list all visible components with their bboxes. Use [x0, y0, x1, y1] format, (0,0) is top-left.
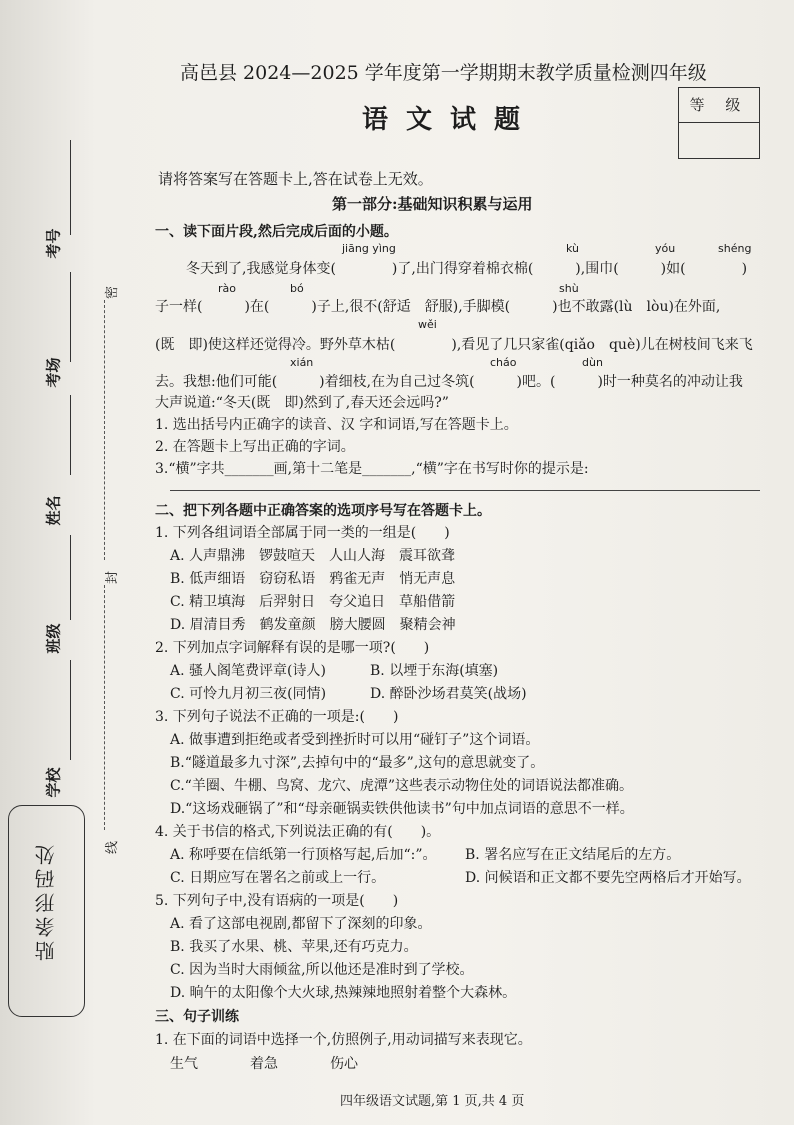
option: B. 我买了水果、桃、苹果,还有巧克力。 — [170, 939, 418, 955]
option: C. 可怜九月初三夜(同情) — [170, 686, 327, 702]
word-choice: 生气 — [170, 1056, 198, 1072]
pinyin: jiāng yìng — [342, 242, 396, 255]
option: C.“羊圈、牛棚、鸟窝、龙穴、虎潭”这些表示动物住处的词语说法都准确。 — [170, 778, 633, 794]
word-choice: 着急 — [250, 1056, 278, 1072]
seal-mark-feng: 封 — [105, 570, 121, 585]
notice: 请将答案写在答题卡上,答在试卷上无效。 — [158, 170, 433, 188]
subject-title: 语文试题 — [362, 105, 539, 135]
exam-no-line — [70, 140, 71, 235]
exam-room-line — [70, 272, 71, 362]
exam-header: 高邑县 2024—2025 学年度第一学期期末教学质量检测四年级 — [180, 62, 707, 84]
seal-dash-2 — [104, 585, 105, 830]
grade-label: 等 级 — [679, 88, 759, 123]
pinyin: wěi — [418, 318, 437, 331]
passage-line: (既 即)使这样还觉得冷。野外草木枯( ),看见了几只家雀(qiǎo què)儿在树枝间飞来飞 — [155, 337, 753, 353]
class-label: 班级 — [44, 623, 63, 654]
s2-question-5: 5. 下列句子中,没有语病的一项是( ) — [155, 893, 399, 909]
seal-mark-xian: 线 — [105, 840, 121, 855]
s2-question-1: 1. 下列各组词语全部属于同一类的一组是( ) — [155, 525, 450, 541]
s1-title: 一、读下面片段,然后完成后面的小题。 — [155, 224, 398, 240]
option: C. 精卫填海 后羿射日 夸父追日 草船借箭 — [170, 594, 456, 610]
passage-line: 去。我想:他们可能( )着细枝,在为自己过冬筑( )吧。( )时一种莫名的冲动让我 — [155, 374, 743, 390]
s1-question-2: 2. 在答题卡上写出正确的字词。 — [155, 439, 355, 455]
school-line — [70, 660, 71, 760]
option: D. 醉卧沙场君莫笑(战场) — [370, 686, 527, 702]
option: A. 称呼要在信纸第一行顶格写起,后加“:”。 — [170, 847, 437, 863]
option: B. 署名应写在正文结尾后的左方。 — [465, 847, 681, 863]
exam-no-label: 考号 — [44, 228, 63, 259]
class-line — [70, 535, 71, 620]
seal-dash-1 — [104, 300, 105, 560]
seal-mark-mi: 密 — [105, 285, 121, 300]
option: A. 人声鼎沸 锣鼓喧天 人山人海 震耳欲聋 — [170, 548, 456, 564]
part1-title: 第一部分:基础知识积累与运用 — [332, 195, 533, 213]
exam-room-label: 考场 — [44, 357, 63, 388]
option: A. 骚人阁笔费评章(诗人) — [170, 663, 326, 679]
passage-line: 子一样( )在( )子上,很不(舒适 舒服),手脚模( )也不敢露(lù lòu)在外面, — [155, 299, 721, 315]
pinyin: rào — [218, 282, 236, 295]
option: C. 因为当时大雨倾盆,所以他还是准时到了学校。 — [170, 962, 474, 978]
option: B. 低声细语 窃窃私语 鸦雀无声 悄无声息 — [170, 571, 456, 587]
s3-title: 三、句子训练 — [155, 1009, 239, 1025]
s2-question-4: 4. 关于书信的格式,下列说法正确的有( )。 — [155, 824, 441, 840]
pinyin: xián — [290, 356, 314, 369]
barcode-area — [8, 805, 85, 1017]
s1-question-1: 1. 选出括号内正确字的读音、汉 字和词语,写在答题卡上。 — [155, 417, 518, 433]
pinyin: shù — [559, 282, 579, 295]
pinyin: yóu — [655, 242, 676, 255]
name-line — [70, 395, 71, 475]
s2-question-3: 3. 下列句子说法不正确的一项是:( ) — [155, 709, 399, 725]
answer-line — [170, 490, 760, 491]
grade-box — [678, 87, 760, 159]
s2-title: 二、把下列各题中正确答案的选项序号写在答题卡上。 — [155, 503, 491, 519]
option: B.“隧道最多九寸深”,去掉句中的“最多”,这句的意思就变了。 — [170, 755, 545, 771]
pinyin: shéng — [718, 242, 752, 255]
s1-question-3: 3.“横”字共_______画,第十二笔是_______,“横”字在书写时你的提示是: — [155, 461, 589, 477]
pinyin: bó — [290, 282, 304, 295]
passage-line: 冬天到了,我感觉身体变( )了,出门得穿着棉衣棉( ),围巾( )如( ) — [186, 261, 748, 277]
s3-question-1: 1. 在下面的词语中选择一个,仿照例子,用动词描写来表现它。 — [155, 1032, 532, 1048]
option: A. 看了这部电视剧,都留下了深刻的印象。 — [170, 916, 432, 932]
s2-question-2: 2. 下列加点字词解释有误的是哪一项?( ) — [155, 640, 430, 656]
word-choice: 伤心 — [330, 1056, 358, 1072]
passage-line: 大声说道:“冬天(既 即)然到了,春天还会远吗?” — [155, 395, 449, 411]
pinyin: cháo — [490, 356, 517, 369]
option: D. 晌午的太阳像个大火球,热辣辣地照射着整个大森林。 — [170, 985, 517, 1001]
name-label: 姓名 — [44, 495, 63, 526]
barcode-label: 贴条形码处 — [34, 841, 58, 961]
option: B. 以堙于东海(填塞) — [370, 663, 499, 679]
page-footer: 四年级语文试题,第 1 页,共 4 页 — [340, 1094, 525, 1109]
pinyin: kù — [566, 242, 580, 255]
option: D.“这场戏砸锅了”和“母亲砸锅卖铁供他读书”句中加点词语的意思不一样。 — [170, 801, 634, 817]
option: D. 问候语和正文都不要先空两格后才开始写。 — [465, 870, 751, 886]
pinyin: dùn — [582, 356, 603, 369]
option: A. 做事遭到拒绝或者受到挫折时可以用“碰钉子”这个词语。 — [170, 732, 540, 748]
option: C. 日期应写在署名之前或上一行。 — [170, 870, 386, 886]
school-label: 学校 — [44, 767, 63, 798]
option: D. 眉清目秀 鹤发童颜 膀大腰圆 聚精会神 — [170, 617, 456, 633]
